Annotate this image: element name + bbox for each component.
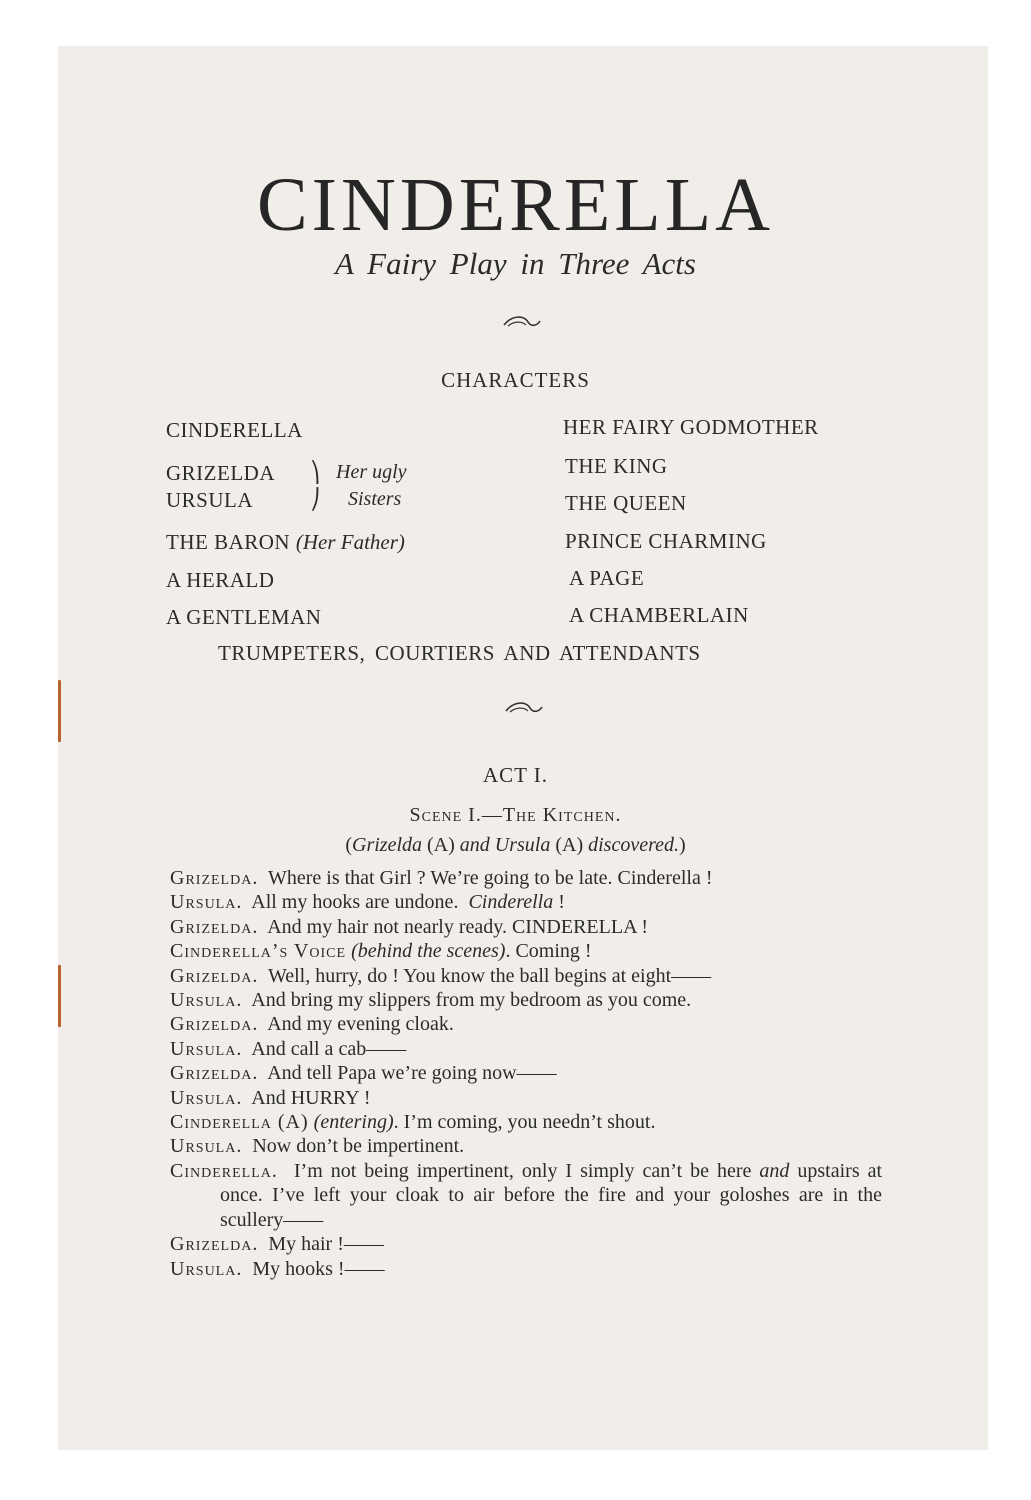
cast-queen: THE QUEEN [565,491,687,515]
cast-grizelda: GRIZELDA [166,461,275,485]
act-heading: ACT I. [482,763,549,787]
dialogue-line [170,1037,882,1061]
line-after: . Coming ! [505,940,592,963]
sd-name1: Grizelda [352,834,422,856]
brace-bottom: ⎠ [310,489,320,511]
cast-ursula: URSULA [166,488,254,512]
brace-top: ⎞ [310,462,320,484]
sisters-note-line2: Sisters [348,488,402,510]
cast-prince: PRINCE CHARMING [565,529,767,553]
line-text: Now don’t be impertinent. [252,1135,465,1158]
sd-word: discovered. [588,834,679,856]
dialogue-line [170,1134,882,1158]
speaker: Cinderella’s Voice [170,940,347,963]
play-subtitle: A Fairy Play in Three Acts [335,246,696,281]
dialogue-line [170,964,882,988]
cast-page: A PAGE [569,566,645,590]
dialogue-line [170,1232,882,1256]
speaker: Ursula. [170,1135,243,1158]
cast-baron [166,530,405,555]
dialogue-line [170,866,882,890]
speaker: Cinderella (A) [170,1111,309,1134]
line-text: And tell Papa we’re going now—— [267,1062,557,1085]
line-text: I’m not being impertinent, only I simply can’t be here [293,1159,752,1182]
opening-stage-direction [0,834,1031,857]
sd-a2: (A) [555,834,584,856]
dialogue-line [170,1159,882,1232]
dialogue-line [170,1012,882,1036]
dialogue-line [170,1061,882,1085]
line-text: Well, hurry, do ! You know the ball begins at eight—— [267,964,712,987]
line-italic: and [759,1159,790,1182]
dialogue-line [170,988,882,1012]
line-text: All my hooks are undone. [251,891,459,914]
line-text: And bring my slippers from my bedroom as you come. [251,989,692,1012]
line-direction: (entering) [313,1111,394,1134]
dialogue-line [170,915,882,939]
speaker: Ursula. [170,891,243,914]
speaker: Grizelda. [170,1233,259,1256]
play-title: CINDERELLA [256,163,775,247]
binding-stain-bottom [58,965,61,1027]
fleuron-ornament-icon-2 [504,699,544,717]
scene-heading [0,804,1031,827]
cast-gentleman: A GENTLEMAN [166,605,322,629]
speaker: Cinderella. [170,1159,278,1182]
speaker: Ursula. [170,1086,243,1109]
line-text: And call a cab—— [251,1037,407,1060]
cast-ensemble: TRUMPETERS, COURTIERS AND ATTENDANTS [218,641,701,665]
sd-name2: Ursula [494,834,551,856]
line-text: And my evening cloak. [267,1013,454,1036]
line-text-cont: upstairs at once. I’ve left your cloak to air before the fire and your goloshes are in the scullery—— [220,1159,883,1231]
sd-open: ( [345,834,352,856]
cast-cinderella: CINDERELLA [166,418,303,442]
cast-baron-note: (Her Father) [295,530,405,554]
sd-and: and [459,834,490,856]
sd-a1: (A) [427,834,455,856]
speaker: Grizelda. [170,867,259,889]
speaker: Grizelda. [170,1062,259,1085]
sd-close: ) [679,834,686,856]
dialogue-line [170,1110,882,1134]
sisters-note-line1: Her ugly [336,461,407,483]
binding-stain-top [58,680,61,742]
line-text: Where is that Girl ? We’re going to be late. Cinderella ! [267,867,713,889]
dialogue-line [170,939,882,963]
cast-godmother: HER FAIRY GODMOTHER [563,415,819,439]
speaker: Ursula. [170,1037,243,1060]
line-after: ! [553,891,565,914]
speaker: Grizelda. [170,915,259,938]
speaker: Ursula. [170,989,243,1012]
cast-herald: A HERALD [166,568,275,592]
dialogue-line [170,890,882,914]
cast-chamberlain: A CHAMBERLAIN [569,603,749,627]
line-after: . I’m coming, you needn’t shout. [393,1111,656,1134]
fleuron-ornament-icon [502,313,542,331]
dialogue-line [170,1086,882,1110]
speaker: Grizelda. [170,1013,259,1036]
line-text: And HURRY ! [251,1086,371,1109]
cast-baron-name: THE BARON [166,530,291,554]
line-text: And my hair not nearly ready. CINDERELLA ! [267,915,649,938]
speaker: Grizelda. [170,964,259,987]
characters-heading: CHARACTERS [441,368,590,392]
speaker: Ursula. [170,1257,243,1280]
scene-title: Scene I.—The Kitchen. [409,804,622,826]
line-text: My hair !—— [268,1233,384,1256]
line-text: My hooks !—— [252,1257,385,1280]
dialogue-block [170,866,882,1281]
line-direction: (behind the scenes) [351,940,506,963]
line-italic: Cinderella [468,891,554,914]
dialogue-line [170,1257,882,1281]
cast-king: THE KING [565,454,668,478]
